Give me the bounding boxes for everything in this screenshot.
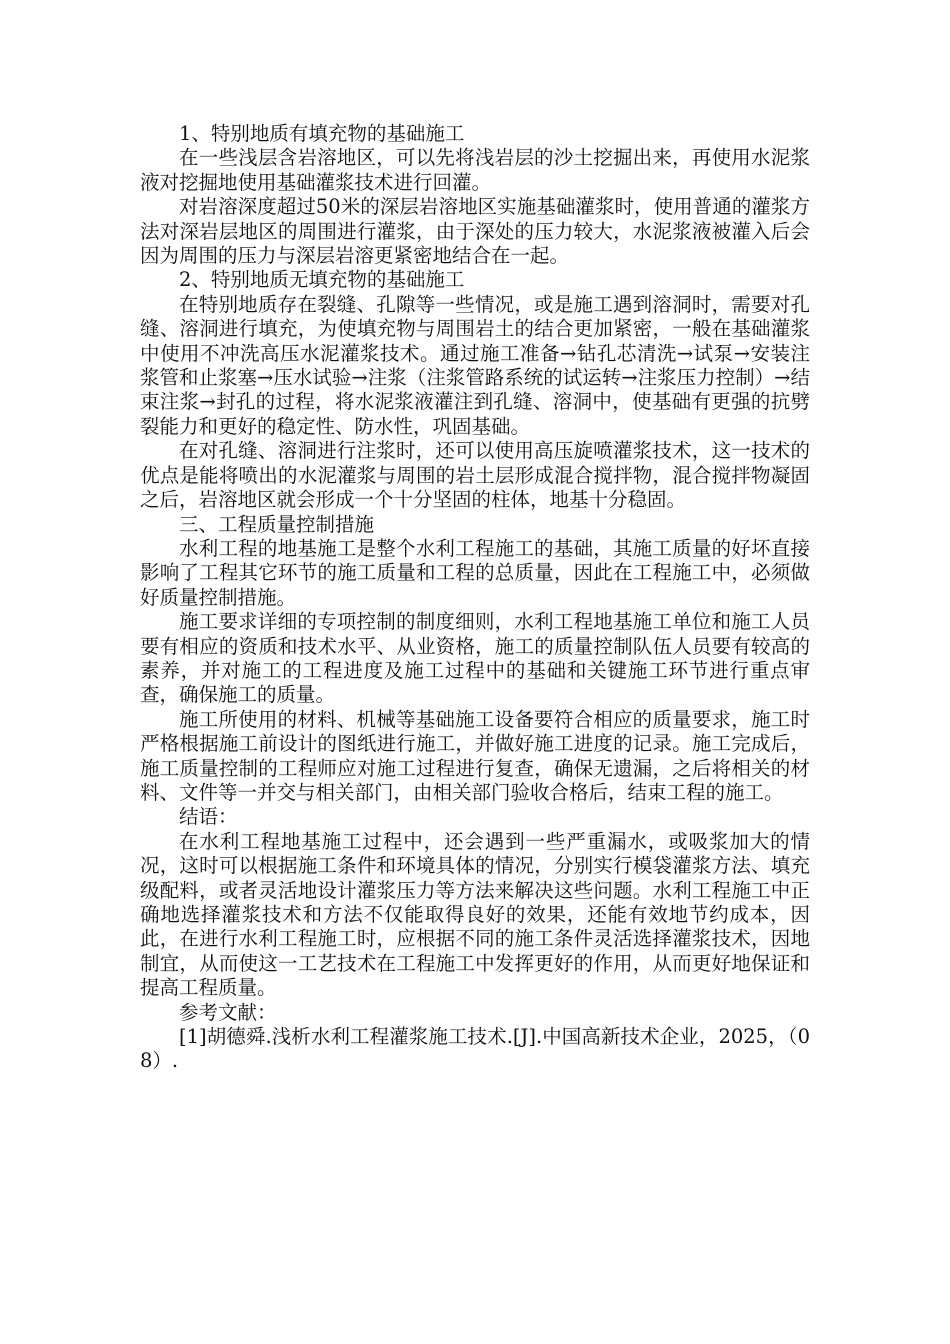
section-heading-unfilled: 2、特别地质无填充物的基础施工 [179, 268, 465, 292]
body-paragraph: 在特别地质存在裂缝、孔隙等一些情况，或是施工遇到溶洞时，需要对孔缝、溶洞进行填充，为使填充物与周围岩土的结合更加紧密，一般在基础灌浆中使用不冲洗高压水泥灌浆技术。通过施工准备→钻孔芯清洗→试泵→安装注浆管和止浆塞→压水试验→注浆（注浆管路系统的试运转→注浆压力控制）→结束注浆→封孔的过程，将水泥浆液灌注到孔缝、溶洞中，使基础有更强的抗劈裂能力和更好的稳定性、防水性，巩固基础。 [140, 292, 810, 438]
body-paragraph: 在水利工程地基施工过程中，还会遇到一些严重漏水，或吸浆加大的情况，这时可以根据施工条件和环境具体的情况，分别实行模袋灌浆方法、填充级配料，或者灵活地设计灌浆压力等方法来解决这些问题。水利工程施工中正确地选择灌浆技术和方法不仅能取得良好的效果，还能有效地节约成本，因此，在进行水利工程施工时，应根据不同的施工条件灵活选择灌浆技术，因地制宜，从而使这一工艺技术在工程施工中发挥更好的作用，从而更好地保证和提高工程质量。 [140, 829, 810, 1000]
body-paragraph: 施工要求详细的专项控制的制度细则，水利工程地基施工单位和施工人员要有相应的资质和技术水平、从业资格，施工的质量控制队伍人员要有较高的素养，并对施工的工程进度及施工过程中的基础和关键施工环节进行重点审查，确保施工的质量。 [140, 610, 810, 707]
reference-item: [1]胡德舜.浅析水利工程灌浆施工技术.[J].中国高新技术企业，2025，（08）. [140, 1025, 810, 1073]
conclusion-heading: 结语： [179, 805, 238, 829]
section-heading-filled: 1、特别地质有填充物的基础施工 [179, 122, 465, 145]
section-heading-quality-control: 三、工程质量控制措施 [179, 512, 375, 536]
body-paragraph: 在对孔缝、溶洞进行注浆时，还可以使用高压旋喷灌浆技术，这一技术的优点是能将喷出的水泥灌浆与周围的岩土层形成混合搅拌物，混合搅拌物凝固之后，岩溶地区就会形成一个十分坚固的柱体，地基十分稳固。 [140, 439, 810, 512]
document-page [140, 122, 810, 1074]
body-paragraph: 对岩溶深度超过50米的深层岩溶地区实施基础灌浆时，使用普通的灌浆方法对深岩层地区的周围进行灌浆，由于深处的压力较大，水泥浆液被灌入后会因为周围的压力与深层岩溶更紧密地结合在一起。 [140, 195, 810, 268]
references-heading: 参考文献： [179, 1000, 277, 1024]
body-paragraph: 在一些浅层含岩溶地区，可以先将浅岩层的沙土挖掘出来，再使用水泥浆液对挖掘地使用基础灌浆技术进行回灌。 [140, 146, 810, 194]
body-paragraph: 施工所使用的材料、机械等基础施工设备要符合相应的质量要求，施工时严格根据施工前设计的图纸进行施工，并做好施工进度的记录。施工完成后，施工质量控制的工程师应对施工过程进行复查，确保无遗漏，之后将相关的材料、文件等一并交与相关部门，由相关部门验收合格后，结束工程的施工。 [140, 707, 810, 804]
body-paragraph: 水利工程的地基施工是整个水利工程施工的基础，其施工质量的好坏直接影响了工程其它环节的施工质量和工程的总质量，因此在工程施工中，必须做好质量控制措施。 [140, 536, 810, 609]
